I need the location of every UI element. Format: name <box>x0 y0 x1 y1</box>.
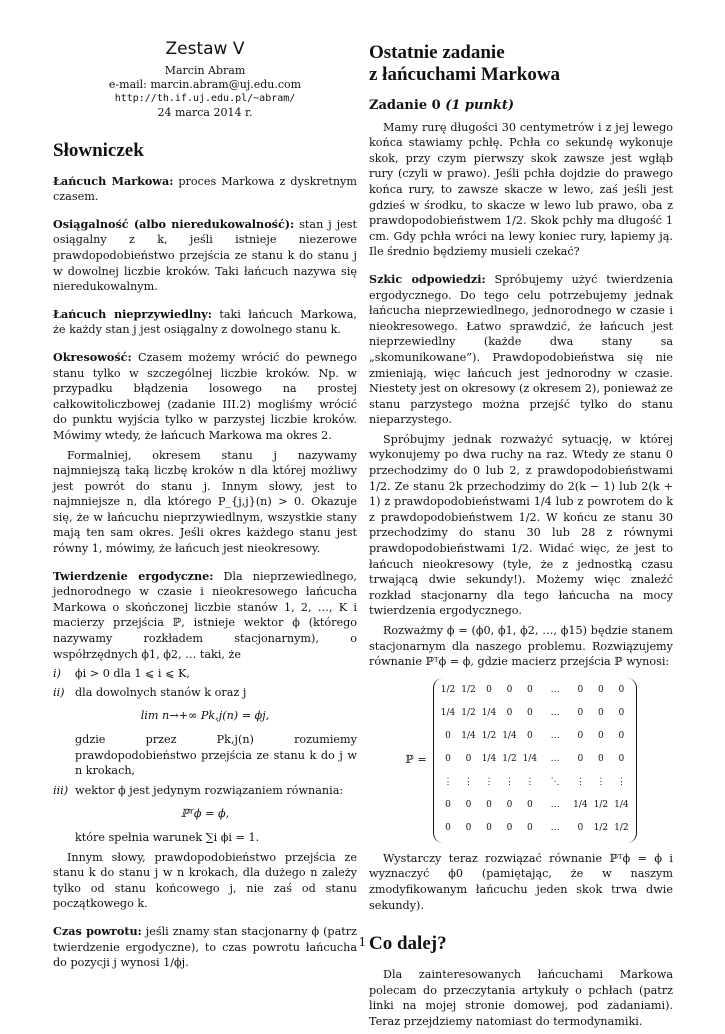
matrix-cell: ⋮ <box>525 777 535 788</box>
task-text: Mamy rurę długości 30 centymetrów i z jej lewego końca stawiamy pchłę. Pchła co sekundę wykonuje skok, przy czym pierwszy skok zawsze jest wgłąb rury (czyli w prawo). Jeśli pchła dojdzie do prawego końca rury, to zawsze skacze w lewo, zaś jeśli jest gdzieś w środku, to skacze w lewo lub prawo, oba z prawdopodobieństwem 1/2. Skok pchły ma długość 1 cm. Gdy pchła wróci na lewy koniec rury, łapiemy ją. Ile średnio będziemy musieli czekać? <box>369 120 673 259</box>
def-irreducible <box>53 307 357 338</box>
task-heading <box>369 98 673 114</box>
solution-sketch <box>369 272 673 428</box>
matrix-cell: ⋮ <box>463 777 473 788</box>
list-continuation: gdzie przez Pk,j(n) rozumiemy prawdopodobieństwo przejścia ze stanu k do j w n krokach, <box>75 733 357 778</box>
matrix-cell: 0 <box>618 685 625 696</box>
def-label: Czas powrotu: <box>53 923 142 938</box>
list-continuation: które spełnia warunek ∑i ϕi = 1. <box>75 830 260 844</box>
matrix-cell: 0 <box>598 685 604 696</box>
matrix-cell: 0 <box>506 708 513 719</box>
matrix-row <box>438 703 632 726</box>
matrix-body <box>433 678 637 843</box>
matrix-row <box>438 818 632 841</box>
def-markov-chain <box>53 174 357 205</box>
list-item <box>53 666 357 682</box>
matrix-cell: 1/2 <box>593 800 609 811</box>
matrix-cell: 0 <box>527 685 533 696</box>
list-item <box>53 685 357 701</box>
solution-paragraph: Wystarczy teraz rozwiązać równanie ℙᵀϕ = ϕ i wyznaczyć ϕ0 (pamiętając, że w naszym zmodyfikowanym łańcuchu jeden skok trwa dwie sekundy). <box>369 851 673 912</box>
list-text: ϕi > 0 dla 1 ⩽ i ⩽ K, <box>75 667 190 681</box>
matrix-cell: ⋮ <box>575 777 585 788</box>
matrix-cell: ⋱ <box>550 777 560 788</box>
matrix-table <box>438 680 632 841</box>
matrix-cell: 0 <box>506 823 513 834</box>
matrix-row <box>438 680 632 703</box>
matrix-row <box>438 772 632 795</box>
matrix-cell: 0 <box>598 708 604 719</box>
matrix-cell: ⋮ <box>484 777 494 788</box>
matrix-cell: 0 <box>445 800 451 811</box>
matrix-cell: 0 <box>577 754 584 765</box>
matrix-cell: … <box>550 823 560 834</box>
matrix-cell: 0 <box>577 708 584 719</box>
equation-limit: lim n→+∞ Pk,j(n) = ϕj, <box>140 709 270 723</box>
matrix-cell: 1/2 <box>502 754 517 765</box>
matrix-cell: 1/4 <box>522 754 538 765</box>
matrix-cell: ⋮ <box>596 777 606 788</box>
matrix-cell: 0 <box>465 754 472 765</box>
matrix-cell: 1/4 <box>481 708 497 719</box>
def-text: Spróbujemy użyć twierdzenia ergodycznego. Do tego celu potrzebujemy jednak łańcucha nieprzewiedlnego, jednorodnego w czasie i nieokresowego. Łatwo sprawdzić, że łańcuch jest nieprzewiedlny (każde dwa stany sa „skomunikowane”). Prawdopodobieństwa się nie zmieniają, więc łańcuch jest jednorodny w czasie. Niestety jest on okresowy (z okresem 2), ponieważ ze stanu parzystego można przejść tylko do stanu nieparzystego. <box>369 272 674 427</box>
matrix-cell: 0 <box>577 823 584 834</box>
matrix-cell: 1/4 <box>481 754 497 765</box>
matrix-row <box>438 749 632 772</box>
matrix-cell: 0 <box>445 754 451 765</box>
def-text: stan j jest osiągalny z k, jeśli istnieje niezerowe prawdopodobieństwo przejścia ze stanu k do stanu j w dowolnej liczbie kroków. Taki łańcuch nazywa się nieredukowalnym. <box>53 217 357 294</box>
periodicity-formal: Formalniej, okresem stanu j nazywamy najmniejszą taką liczbę kroków n dla której możliwy jest powrót do stanu j. Innym słowy, jest to najmniejsze n, dla którego P_{j,j}(n) > 0. Okazuje się, że w łańcuchu nieprzywiedlnym, wszystkie stany mają ten sam okres. Jeśli okres każdego stanu jest równy 1, mówimy, że łańcuch jest nieokresowy. <box>53 448 357 556</box>
title-block <box>53 39 357 120</box>
matrix-cell: 0 <box>506 685 513 696</box>
section-heading <box>369 42 673 86</box>
page-number: 1 <box>358 935 367 949</box>
matrix-cell: 1/2 <box>461 685 476 696</box>
task-title: Zadanie 0 <box>369 98 441 113</box>
def-reachability <box>53 217 357 295</box>
matrix-cell: 1/2 <box>593 823 609 834</box>
matrix-cell: 0 <box>486 800 492 811</box>
def-periodicity <box>53 350 357 444</box>
matrix-cell: 0 <box>618 754 625 765</box>
matrix-cell: 0 <box>598 731 604 742</box>
list-item <box>53 783 357 799</box>
matrix-cell: … <box>550 685 560 696</box>
glossary-heading: Słowniczek <box>53 139 144 161</box>
list-number: iii) <box>53 783 69 797</box>
solution-paragraph: Rozważmy ϕ = (ϕ0, ϕ1, ϕ2, …, ϕ15) będzie stanem stacjonarnym dla naszego problemu. Rozwiązujemy równanie ℙᵀϕ = ϕ, gdzie macierz przejścia ℙ wynosi: <box>369 624 673 669</box>
def-label: Okresowość: <box>53 349 132 364</box>
matrix-cell: 0 <box>445 731 451 742</box>
matrix-cell: … <box>550 708 560 719</box>
matrix-cell: 0 <box>618 708 625 719</box>
matrix-cell: … <box>550 800 560 811</box>
matrix-cell: 0 <box>465 823 472 834</box>
def-label: Łańcuch nieprzywiedlny: <box>53 306 212 321</box>
ergodic-theorem <box>53 569 357 663</box>
matrix-cell: … <box>550 731 560 742</box>
email: e-mail: marcin.abram@uj.edu.com <box>108 77 302 91</box>
matrix-lhs: ℙ = <box>405 753 427 767</box>
def-text: proces Markowa z dyskretnym czasem. <box>53 174 357 204</box>
def-text: jeśli znamy stan stacjonarny ϕ (patrz twierdzenie ergodyczne), to czas powrotu łańcucha do pozycji j wynosi 1/ϕj. <box>53 924 358 970</box>
matrix-cell: 1/4 <box>502 731 517 742</box>
matrix-cell: ⋮ <box>504 777 514 788</box>
matrix-cell: 1/2 <box>614 823 629 834</box>
matrix-row <box>438 795 632 818</box>
def-label: Osiągalność (albo nieredukowalność): <box>53 216 295 231</box>
matrix-cell: 0 <box>486 685 492 696</box>
matrix-cell: 0 <box>445 823 451 834</box>
matrix-row <box>438 726 632 749</box>
right-column <box>369 36 673 1034</box>
list-number: i) <box>53 667 61 681</box>
matrix-cell: ⋮ <box>443 777 453 788</box>
author: Marcin Abram <box>164 63 246 77</box>
task-points: (1 punkt) <box>445 98 515 113</box>
solution-paragraph: Spróbujmy jednak rozważyć sytuację, w której wykonujemy po dwa ruchy na raz. Wtedy ze stanu 0 przechodzimy do 0 lub 2, z prawdopodobieństwami 1/2. Ze stanu 2k przechodzimy do 2(k − 1) lub 2(k + 1) z prawdopodobieństwami 1/4 lub z powrotem do k z prawdopodobieństwem 1/2. W końcu ze stanu 30 przechodzimy do stanu 30 lub 28 z równymi prawdopodobieństwami 1/2. Widać więc, że jest to łańcuch nieokresowy (tyle, że z jednostką czasu trwającą dwie sekundy!). Możemy więc znaleźć rozkład stacjonarny dla tego łańcucha na mocy twierdzenia ergodycznego. <box>369 432 673 618</box>
list-text: dla dowolnych stanów k oraz j <box>75 685 247 699</box>
ergodic-explanation: Innym słowy, prawdopodobieństwo przejścia ze stanu k do stanu j w n krokach, dla dużego n zależy tylko od stanu końcowego j, nie zaś od stanu początkowego k. <box>53 850 357 911</box>
def-text: Czasem możemy wrócić do pewnego stanu tylko w szczególnej liczbie kroków. Np. w przypadku błądzenia losowego na prostej całkowitoliczbowej (zadanie III.2) mogliśmy wrócić do punktu wyjścia tylko w parzystej liczbie kroków. Mówimy wtedy, że łańcuch Markowa ma okres 2. <box>53 350 357 442</box>
matrix-cell: 1/2 <box>461 708 476 719</box>
matrix-cell: 0 <box>598 754 604 765</box>
matrix-cell: 0 <box>527 823 533 834</box>
section-heading-next: Co dalej? <box>369 933 447 955</box>
list-text: wektor ϕ jest jedynym rozwiązaniem równania: <box>75 783 344 797</box>
date: 24 marca 2014 r. <box>157 105 253 119</box>
heading-line: z łańcuchami Markowa <box>369 64 561 85</box>
matrix-cell: 1/2 <box>440 685 456 696</box>
matrix-cell: 1/4 <box>440 708 456 719</box>
matrix-cell: ⋮ <box>616 777 626 788</box>
document-title: Zestaw V <box>165 39 245 59</box>
def-text: Dla nieprzewiedlnego, jednorodnego w czasie i nieokresowego łańcucha Markowa o skończonej liczbie stanów 1, 2, …, K i macierzy przejścia ℙ, istnieje wektor ϕ (którego nazywamy rozkładem stacjonarnym), o współrzędnych ϕ1, ϕ2, … taki, że <box>53 569 357 661</box>
left-column <box>53 36 357 975</box>
def-label: Łańcuch Markowa: <box>53 173 174 188</box>
equation-stationary: ℙᵀϕ = ϕ, <box>180 807 230 821</box>
matrix-cell: 0 <box>527 731 533 742</box>
def-text: taki łańcuch Markowa, że każdy stan j jest osiągalny z dowolnego stanu k. <box>53 307 357 337</box>
matrix-cell: 0 <box>506 800 513 811</box>
matrix-cell: 0 <box>577 731 584 742</box>
matrix-cell: 0 <box>618 731 625 742</box>
matrix-cell: 0 <box>486 823 492 834</box>
transition-matrix <box>369 678 673 843</box>
matrix-cell: 1/4 <box>573 800 588 811</box>
matrix-cell: 1/2 <box>481 731 497 742</box>
closing-paragraph: Dla zainteresowanych łańcuchami Markowa polecam do przeczytania artykuły o pchłach (patrz linki na mojej stronie domowej, pod zadaniami). Teraz przejdziemy natomiast do termodynamiki. <box>369 968 673 1028</box>
matrix-cell: 0 <box>577 685 584 696</box>
matrix-cell: 1/4 <box>461 731 476 742</box>
matrix-cell: 1/4 <box>614 800 629 811</box>
matrix-cell: 0 <box>465 800 472 811</box>
list-number: ii) <box>53 685 65 699</box>
matrix-cell: 0 <box>527 800 533 811</box>
def-label: Szkic odpowiedzi: <box>369 271 486 286</box>
matrix-cell: 0 <box>527 708 533 719</box>
def-label: Twierdzenie ergodyczne: <box>53 568 214 583</box>
homepage-url[interactable]: http://th.if.uj.edu.pl/~abram/ <box>114 92 296 104</box>
heading-line: Ostatnie zadanie <box>369 42 505 63</box>
matrix-cell: … <box>550 754 560 765</box>
